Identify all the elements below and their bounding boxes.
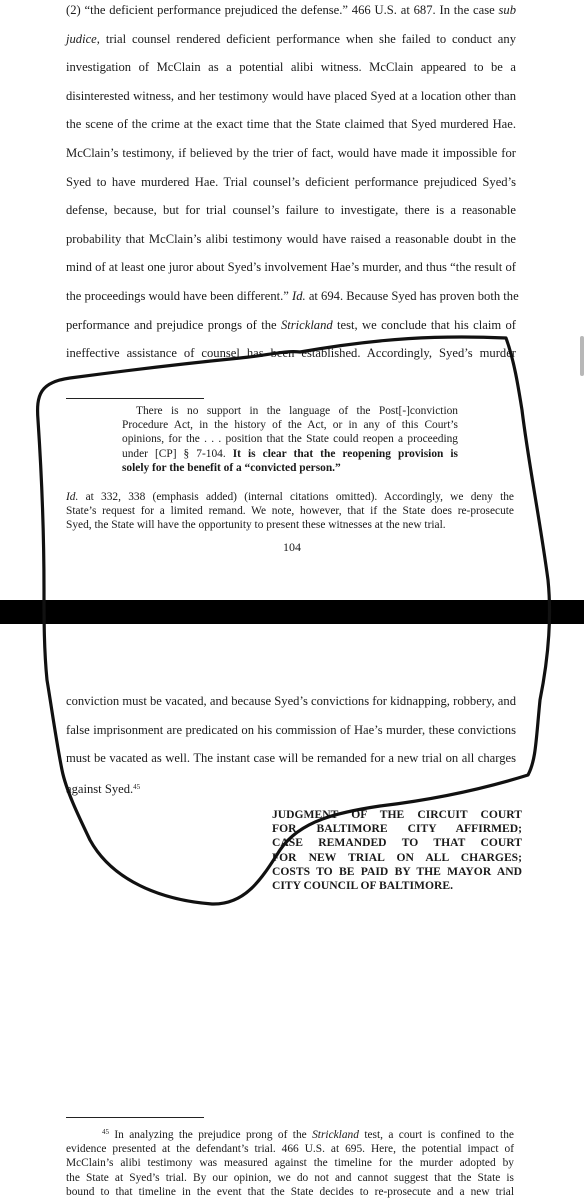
- footnote-separator: [66, 1117, 204, 1118]
- text-line: against Syed.$^{45}$: [66, 781, 141, 796]
- text-line: must be vacated as well. The instant case will be remanded for a new trial on all charges: [66, 751, 516, 766]
- text-line: conviction must be vacated, and because Syed’s convictions for kidnapping, robbery, and: [66, 694, 516, 708]
- footnote-citation: Id. at 332, 338 (emphasis added) (internal citations omitted). Accordingly, we deny the State’s request for a limited remand. We note, however, that if the State does re-prosecute Syed, the State will have the opportunity to present these witnesses at the new trial.: [66, 491, 514, 532]
- text-line: mind of at least one juror about Syed’s involvement Hae’s murder, and thus “the result of: [66, 260, 516, 275]
- text-line: probability that McClain’s alibi testimony would have raised a reasonable doubt in the: [66, 231, 516, 246]
- text-line: defense, because, but for trial counsel’s failure to investigate, there is a reasonable: [66, 203, 516, 218]
- text-line: investigation of McClain as a potential alibi witness. McClain appeared to be a: [66, 60, 516, 75]
- page-divider: [0, 600, 584, 624]
- text-line: ineffective assistance of counsel has been established. Accordingly, Syed’s murder: [66, 346, 516, 361]
- text-line: the proceedings would have been different.” Id. at 694. Because Syed has proven both the: [66, 288, 519, 303]
- opinion-body-top: [66, 2, 519, 374]
- judgment-block: JUDGMENT OF THE CIRCUIT COURT FOR BALTIMORE CITY AFFIRMED; CASE REMANDED TO THAT COURT FOR NEW TRIAL ON ALL CHARGES; COSTS TO BE PAID BY THE MAYOR AND CITY COUNCIL OF BALTIMORE.: [272, 808, 522, 893]
- text-line: the scene of the crime at the exact time that the State claimed that Syed murdered Hae.: [66, 117, 516, 132]
- scrollbar-thumb[interactable]: [580, 336, 584, 376]
- text-line: McClain’s testimony, if believed by the trier of fact, would have made it impossible for: [66, 145, 516, 160]
- block-quote: There is no support in the language of the Post[-]conviction Procedure Act, in the history of the Act, or in any of this Court’s opinions, for the . . . position that the State could reopen a proceeding under [CP] § 7-104. It is clear that the reopening provision is solely for the benefit of a “convicted person.”: [122, 405, 458, 474]
- text-line: Syed to have murdered Hae. Trial counsel’s deficient performance prejudiced Syed’s: [66, 174, 516, 189]
- opinion-body-bottom: [66, 693, 516, 807]
- document-page-bottom: [0, 624, 584, 1200]
- text-line: disinterested witness, and her testimony would have placed Syed at a location other than: [66, 88, 516, 103]
- text-line: performance and prejudice prongs of the Strickland test, we conclude that his claim of: [66, 317, 516, 332]
- page-number: 104: [283, 540, 301, 554]
- footnote-45: $^{45}$ In analyzing the prejudice prong of the Strickland test, a court is confined to the evidence presented at the defendant’s trial. 466 U.S. at 695. Here, the potential impact of McClain’s alibi testimony was measured against the timeline for the murder adopted by the State at Syed’s trial. By our opinion, we do not and cannot suggest that the State is bound to that timeline in the event that the State decides to re-prosecute and a new trial: [66, 1128, 514, 1198]
- text-line: false imprisonment are predicated on his commission of Hae’s murder, these convictions: [66, 722, 516, 737]
- text-line: judice, trial counsel rendered deficient performance when she failed to conduct any: [66, 31, 516, 46]
- footnote-separator: [66, 398, 204, 399]
- text-line: (2) “the deficient performance prejudiced the defense.” 466 U.S. at 687. In the case sub: [66, 3, 516, 17]
- footnote-reference[interactable]: 45: [133, 782, 141, 791]
